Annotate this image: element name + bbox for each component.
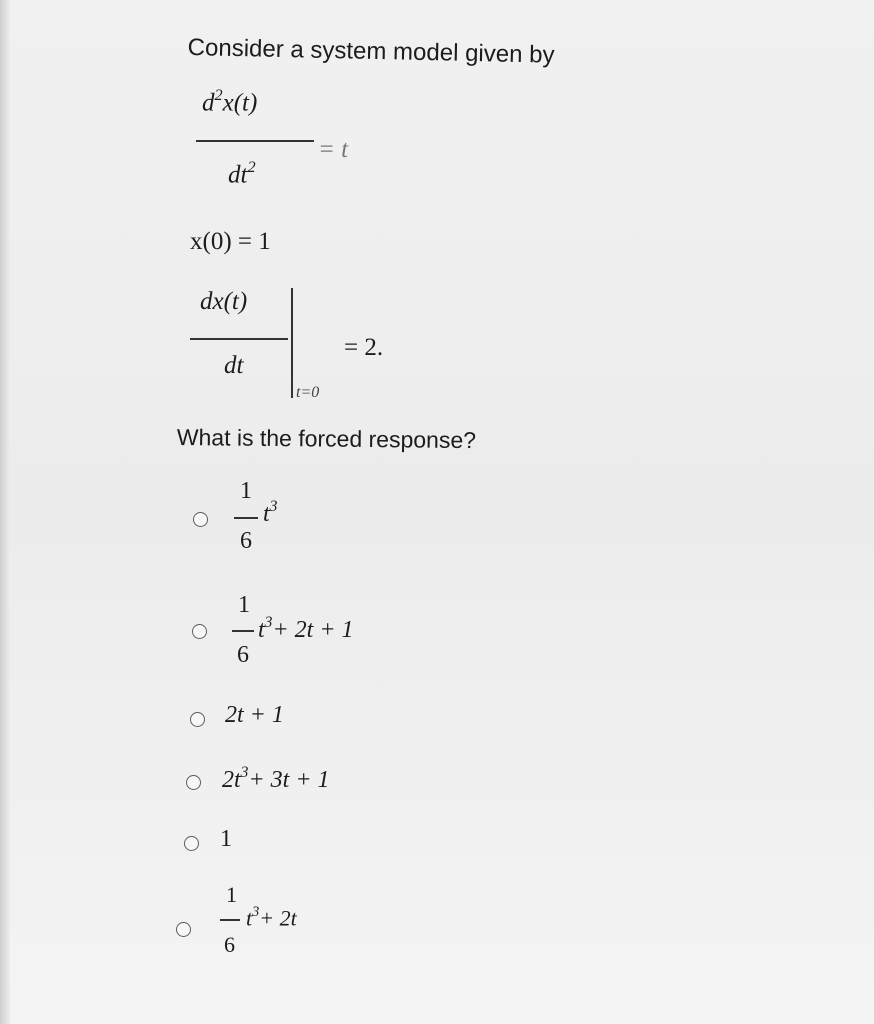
option-2-numerator: 1 <box>238 592 250 618</box>
option-5-label: 1 <box>220 826 232 852</box>
velocity-fraction-bar <box>190 338 288 340</box>
option-1-fraction-bar <box>234 517 258 519</box>
velocity-rhs: = 2. <box>344 334 384 361</box>
radio-button-option-3[interactable] <box>190 712 205 727</box>
evaluation-bar <box>291 288 293 398</box>
velocity-denominator: dt <box>224 352 244 379</box>
question-prompt: What is the forced response? <box>176 424 477 454</box>
radio-button-option-1[interactable] <box>193 512 208 527</box>
option-2-denominator: 6 <box>237 642 249 668</box>
option-6-numerator: 1 <box>226 882 237 907</box>
radio-button-option-5[interactable] <box>184 836 199 851</box>
option-6-tail: $t^3+ 2t$ <box>246 904 297 931</box>
option-2-tail: $t^3+ 2t + 1$ <box>258 614 354 643</box>
velocity-numerator: dx(t) <box>200 288 248 315</box>
equation-fraction-bar <box>196 140 314 142</box>
equation-rhs: = t <box>318 136 349 163</box>
option-4-label: $2t^3+ 3t + 1$ <box>222 764 330 793</box>
option-3-label: 2t + 1 <box>225 702 284 728</box>
radio-button-option-2[interactable] <box>192 624 207 639</box>
radio-button-option-6[interactable] <box>176 922 191 937</box>
equation-numerator: $d^2x(t)$ <box>202 86 258 117</box>
evaluation-point: t=0 <box>296 384 320 401</box>
option-1-numerator: 1 <box>240 478 252 504</box>
option-2-fraction-bar <box>232 630 254 632</box>
equation-denominator: $dt^2$ <box>228 158 256 189</box>
initial-condition-position: x(0) = 1 <box>190 228 271 255</box>
screen-left-edge <box>0 0 10 1024</box>
radio-button-option-4[interactable] <box>186 775 201 790</box>
option-1-denominator: 6 <box>240 528 252 554</box>
option-6-fraction-bar <box>220 919 240 921</box>
question-intro: Consider a system model given by <box>187 34 555 69</box>
option-6-denominator: 6 <box>224 932 235 957</box>
option-1-tail: $t^3$ <box>263 498 278 527</box>
